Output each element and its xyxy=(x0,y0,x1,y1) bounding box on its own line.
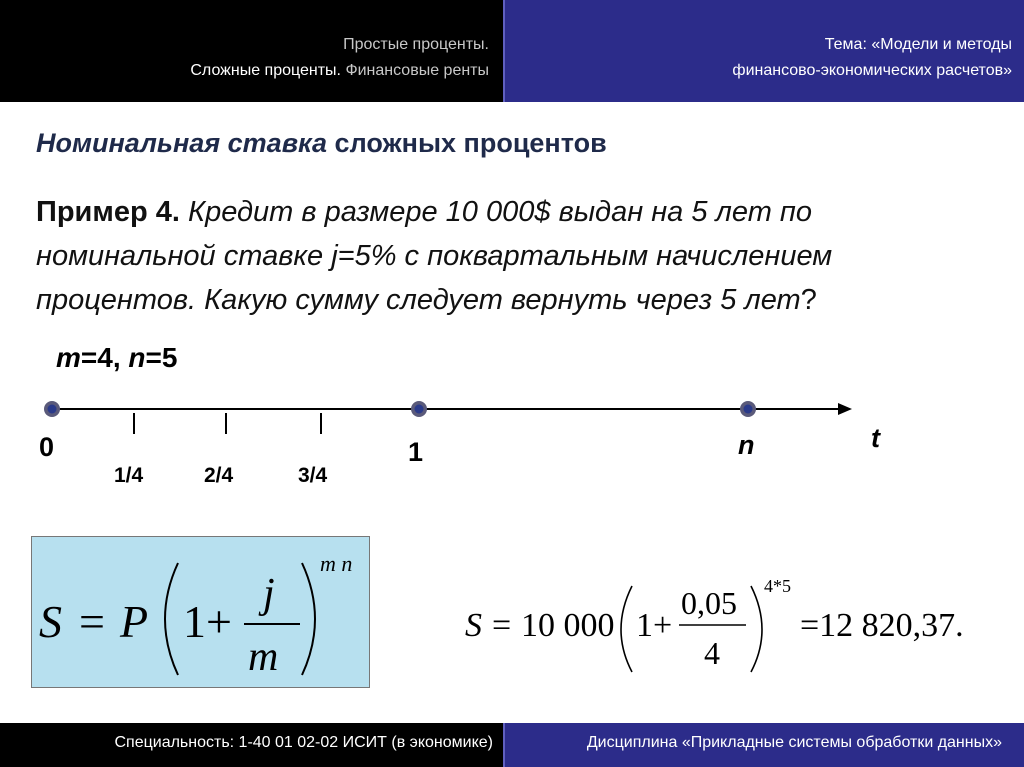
formula-equals: = xyxy=(79,596,105,647)
calc-result: =12 820,37. xyxy=(800,607,964,644)
timeline-fraction-1: 1/4 xyxy=(114,464,144,487)
calc-equals: = xyxy=(492,607,512,644)
param-n-var: n xyxy=(128,342,146,373)
timeline-label-n: n xyxy=(738,430,755,460)
timeline-label-1: 1 xyxy=(408,437,424,467)
header-section-next: Финансовые ренты xyxy=(341,62,489,79)
calculation-formula xyxy=(460,572,990,682)
timeline-point-n xyxy=(740,401,756,417)
formula-right-paren xyxy=(302,563,315,675)
problem-label: Пример 4. xyxy=(36,196,180,228)
formula-P: P xyxy=(120,596,149,647)
header-section-line2 xyxy=(190,62,489,80)
param-n-value: =5 xyxy=(145,342,178,373)
slide-title xyxy=(36,128,607,159)
timeline-point-0 xyxy=(44,401,60,417)
calc-denominator: 4 xyxy=(704,635,720,671)
slide-title-italic: Номинальная ставка xyxy=(36,128,328,158)
calc-numerator: 0,05 xyxy=(681,585,737,621)
problem-text: Кредит в размере 10 000$ выдан на 5 лет по номинальной ставке j=5% с поквартальным начислением процентов. Какую сумму следует вернуть через 5 лет xyxy=(36,196,833,316)
general-formula-box xyxy=(31,536,370,688)
param-m-value: =4, xyxy=(80,342,129,373)
footer-discipline: Дисциплина «Прикладные системы обработки данных» xyxy=(586,734,1002,751)
header-topic-line2: финансово-экономических расчетов» xyxy=(732,62,1012,79)
formula-denominator: m xyxy=(248,634,279,680)
param-m-var: m xyxy=(56,342,81,373)
footer-specialty: Специальность: 1-40 01 02-02 ИСИТ (в экономике) xyxy=(114,734,493,751)
general-formula xyxy=(32,537,369,687)
calc-one: 1 xyxy=(636,607,653,644)
formula-left-paren xyxy=(165,563,178,675)
formula-S: S xyxy=(39,596,62,647)
timeline-arrowhead xyxy=(838,403,852,415)
footer-left-panel xyxy=(0,723,503,767)
formula-one: 1 xyxy=(183,596,206,647)
footer-right-panel xyxy=(503,723,1024,767)
timeline-fraction-3: 3/4 xyxy=(298,464,328,487)
formula-plus: + xyxy=(206,596,232,647)
timeline-axis-label-t: t xyxy=(871,423,880,453)
formula-numerator: j xyxy=(263,571,275,617)
calc-plus: + xyxy=(653,607,673,644)
header-section-line1: Простые проценты. xyxy=(343,36,489,53)
timeline-label-0: 0 xyxy=(39,432,55,462)
calc-principal: 10 000 xyxy=(521,607,615,644)
calc-exponent: 4*5 xyxy=(764,576,791,596)
timeline-point-1 xyxy=(411,401,427,417)
header-section-current: Сложные проценты. xyxy=(190,62,341,79)
timeline-fraction-2: 2/4 xyxy=(204,464,234,487)
problem-question-mark: ? xyxy=(800,284,817,316)
parameters xyxy=(56,342,177,374)
calc-left-paren xyxy=(621,586,632,672)
slide-title-rest: сложных процентов xyxy=(327,128,607,158)
header-topic-line1: Тема: «Модели и методы xyxy=(824,36,1012,53)
header-left-panel xyxy=(0,0,503,102)
calc-right-paren xyxy=(751,586,762,672)
formula-exponent: m n xyxy=(320,551,353,576)
problem-statement xyxy=(36,190,996,322)
header-right-panel xyxy=(503,0,1024,102)
calc-S: S xyxy=(465,607,482,644)
